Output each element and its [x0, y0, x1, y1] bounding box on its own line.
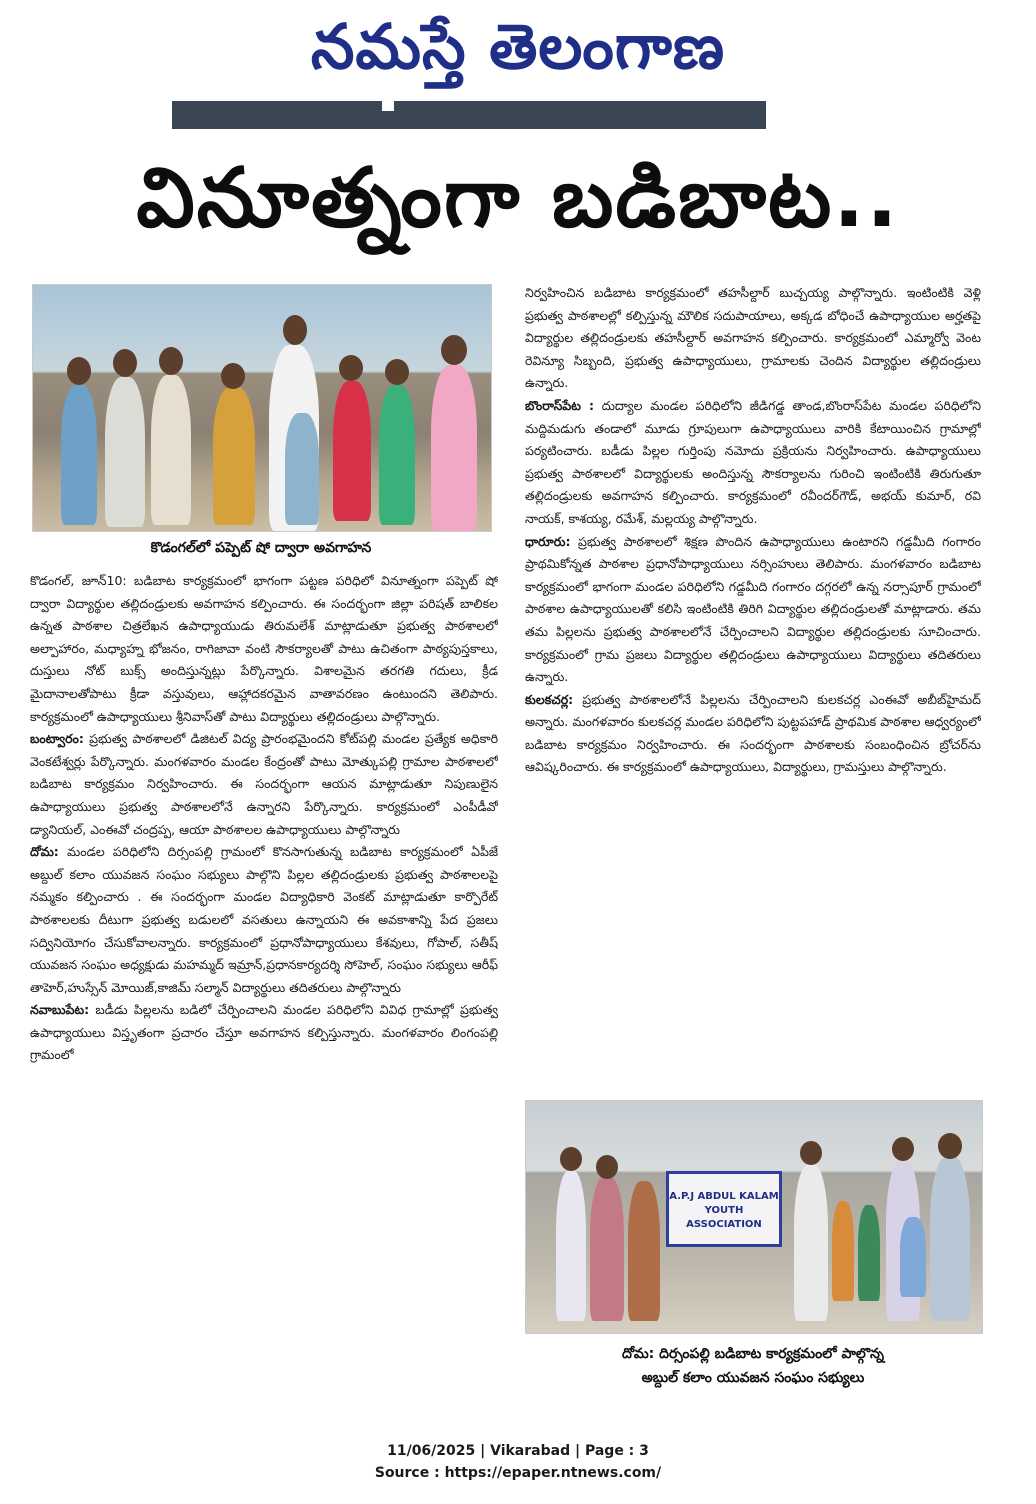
footer-date-edition: 11/06/2025 | Vikarabad | Page : 3: [387, 1443, 649, 1459]
dateline: బొంరాస్‌పేట :: [525, 397, 595, 413]
photo-caption-line: అబ్దుల్ కలాం యువజన సంఘం సభ్యులు: [641, 1370, 865, 1386]
photo-figure-head: [339, 355, 363, 381]
photo-figure: [333, 381, 371, 521]
paragraph-bomraspet: [525, 395, 981, 531]
photo-figure: [61, 385, 97, 525]
newspaper-logo: నమస్తే తెలంగాణ: [310, 10, 726, 83]
photo-figure-head: [113, 349, 137, 377]
paragraph-text: ప్రభుత్వ పాఠశాలలో శిక్షణ పొందిన ఉపాధ్యాయులు ఉంటారని గడ్డమీది గంగారం ప్రాథమికోన్నత పాఠశాల ప్రధానోపాధ్యాయులు నర్సింహులు తెలిపారు. మంగళవారం బడిబాట కార్యక్రమంలో భాగంగా మండల పరిధిలోని గడ్డమీది గంగారం దగ్గరలో ఉన్న నర్సాపూర్ గ్రామంలో పాఠశాల ఉపాధ్యాయులతో కలిసి ఇంటింటికి తిరిగి విద్యార్థుల తల్లిదండ్రులతో మాట్లాడారు. తమ తమ పిల్లలను ప్రభుత్వ పాఠశాలలోనే చేర్పించాలని విద్యార్థుల తల్లిదండ్రులకు సూచించారు. కార్యక్రమంలో గ్రామ ప్రజలు విద్యార్థుల తల్లిదండ్రులు ఉపాధ్యాయులు విద్యార్థులు తదితరులు ఉన్నారు.: [525, 533, 981, 685]
article-headline: వినూత్నంగా బడిబాట..: [136, 151, 900, 246]
photo-figure: [151, 375, 191, 525]
left-column: [30, 570, 498, 1400]
dateline: నవాబుపేట:: [30, 1002, 90, 1018]
photo-figure-head: [596, 1155, 618, 1179]
right-column: [525, 282, 981, 1088]
dateline: బంట్వారం:: [30, 731, 84, 747]
paragraph-kulkacharla: [525, 689, 981, 779]
photo-figure: [431, 365, 477, 531]
photo-figure: [213, 387, 255, 525]
photo-figure-head: [159, 347, 183, 375]
photo-figure: [379, 385, 415, 525]
photo-figure: [285, 413, 319, 525]
paragraph-text: దుద్యాల మండల పరిధిలోని జీడిగడ్డ తాండ,బొంరాస్‌పేట మండల పరిధిలోని మద్దిమడుగు తండాలో మూడు గ్రూపులుగా ఉపాధ్యాయులు వారికి కేటాయించిన గ్రామాల్లో పర్యటించారు. బడీడు పిల్లల గుర్తింపు నమోదు ప్రక్రియను నిర్వహించారు. ఉపాధ్యాయులు ప్రభుత్వ పాఠశాలలో విద్యార్థులకు అందిస్తున్న సౌకర్యాలను గురించి ఇంటింటికి తిరుగుతూ తల్లిదండ్రులకు అవగాహన కల్పించారు. కార్యక్రమంలో రవీందర్‌గౌడ్, అభయ్ కుమార్, రవి నాయక్, కాశయ్య, రమేశ్, మల్లయ్య పాల్గొన్నారు.: [525, 397, 981, 526]
paragraph-bantwaram: [30, 728, 498, 841]
photo-figure-head: [800, 1141, 822, 1165]
section-bar-mark: [382, 101, 394, 111]
paragraph-text: మండల పరిధిలోని దిర్సంపల్లి గ్రామంలో కొనసాగుతున్న బడిబాట కార్యక్రమంలో ఏపీజే అబ్దుల్ కలాం యువజన సంఘం సభ్యులు పాల్గొని పిల్లల తల్లిదండ్రులకు ప్రభుత్వ పాఠశాలలపై నమ్మకం కల్పించారు . ఈ సందర్భంగా మండల విద్యాధికారి వెంకట్ మాట్లాడుతూ కార్పొరేట్ పాఠశాలలకు దీటుగా ప్రభుత్వ బడులలో వసతులు ఉన్నాయని ఈ అవకాశాన్ని పేద ప్రజలు సద్వినియోగం చేసుకోవాలన్నారు. కార్యక్రమంలో ప్రధానోపాధ్యాయులు కేశవులు, గోపాల్, సతీష్ యువజన సంఘం అధ్యక్షుడు మహమ్మద్ ఇమ్రాన్,ప్రధానకార్యదర్శి సోహెల్, సంఘం సభ్యులు ఆరీఫ్ తాహెర్,హుస్సేన్ మోయిజ్,కాజిమ్ సల్మాన్ విద్యార్థులు తదితరులు పాల్గొన్నారు: [30, 844, 498, 995]
dateline: కులకచర్ల:: [525, 691, 574, 707]
photo-figure: [105, 377, 145, 527]
masthead: [0, 0, 1036, 100]
photo-caption: [525, 1342, 981, 1390]
paragraph-text: ప్రభుత్వ పాఠశాలలోనే పిల్లలను చేర్పించాలని కులకచర్ల ఎంఈవో అబీబ్‌హైమద్ అన్నారు. మంగళవారం కులకచర్ల మండల పరిధిలోని పుట్టపహాడ్ ప్రాథమిక పాఠశాల ఆధ్వర్యంలో బడిబాట కార్యక్రమం నిర్వహించారు. ఈ సందర్భంగా పాఠశాలకు సంబంధించిన బ్రోచర్‌ను ఆవిష్కరించారు. ఈ కార్యక్రమంలో ఉపాధ్యాయులు, విద్యార్థులు, గ్రామస్తులు పాల్గొన్నారు.: [525, 691, 981, 775]
photo-figure: [590, 1177, 624, 1321]
photo-figure-head: [938, 1133, 962, 1159]
paragraph-kodangal: కొడంగల్, జూన్10: బడిబాట కార్యక్రమంలో భాగంగా పట్టణ పరిధిలో వినూత్నంగా పప్పెట్ షో ద్వారా విద్యార్థుల తల్లిదండ్రులకు అవగాహన కల్పించారు. ఈ సందర్భంగా జిల్లా పరిషత్ బాలికల ఉన్నత పాఠశాల చిత్రలేఖన ఉపాధ్యాయుడు తిరుమలేశ్ మాట్లాడుతూ ప్రభుత్వ పాఠశాలలో అల్పాహారం, మధ్యాహ్న భోజనం, రాగిజావా వంటి సౌకర్యాలతో పాటు ఉచితంగా పాఠ్యపుస్తకాలు, దుస్తులు నోట్ బుక్స్ అందిస్తున్నట్లు పేర్కొన్నారు. విశాలమైన తరగతి గదులు, క్రీడ మైదానాలతోపాటు క్రీడా వస్తువులు, ఆహ్లాదకరమైన వాతావరణం ఉంటుందని తెలిపారు. కార్యక్రమంలో ఉపాధ్యాయులు శ్రీనివాస్‌తో పాటు విద్యార్థులు తల్లిదండ్రులు పాల్గొన్నారు.: [30, 573, 498, 724]
photo-figure: [930, 1157, 970, 1321]
paragraph-dharur: [525, 531, 981, 689]
photo-figure-head: [67, 357, 91, 385]
paragraph-nawabpet-cont: నిర్వహించిన బడిబాట కార్యక్రమంలో తహసీల్దార్ బుచ్చయ్య పాల్గొన్నారు. ఇంటింటికి వెళ్లి ప్రభుత్వ పాఠశాలల్లో కల్పిస్తున్న మౌలిక సదుపాయాలు, అక్కడ బోధించే ఉపాధ్యాయుల అర్హతపై విద్యార్థుల తల్లిదండ్రులకు తహసీల్దార్ అవగాహన కల్పించారు. కార్యక్రమంలో ఎమ్మార్వో వెంట రెవిన్యూ సిబ్బంది, ప్రభుత్వ ఉపాధ్యాయులు, గ్రామాలకు చెందిన విద్యార్థుల తల్లిదండ్రులు ఉన్నారు.: [525, 285, 981, 391]
photo-caption: కొడంగల్‌లో పప్పెట్ షో ద్వారా అవగాహన: [150, 540, 372, 556]
photo-figure-head: [221, 363, 245, 389]
photo-figure-head: [560, 1147, 582, 1171]
article-photo-kodangal: [32, 284, 492, 532]
article-photo-doma: [525, 1100, 983, 1334]
photo-figure: [794, 1165, 828, 1321]
photo-figure: [900, 1217, 926, 1297]
photo-figure: [858, 1205, 880, 1301]
photo-figure: [556, 1171, 586, 1321]
photo-caption-line: దోమ: దిర్సంపల్లి బడిబాట కార్యక్రమంలో పాల్గొన్న: [622, 1346, 884, 1362]
paragraph-doma: [30, 841, 498, 999]
paragraph-text: ప్రభుత్వ పాఠశాలలో డిజిటల్ విద్య ప్రారంభమైందని కోట్‌పల్లి మండల ప్రత్యేక అధికారి వెంకటేశ్వర్లు పేర్కొన్నారు. మంగళవారం మండల కేంద్రంతో పాటు మోత్కుపల్లి గ్రామాల పాఠశాలలో బడిబాట కార్యక్రమం నిర్వహించారు. ఈ సందర్భంగా ఆయన మాట్లాడుతూ నిపుణులైన ఉపాధ్యాయులు ప్రభుత్వ పాఠశాలలోనే ఉన్నారని పేర్కొన్నారు. కార్యక్రమంలో ఎంపీడీవో డ్యానియల్, ఎంఈవో చంద్రప్ప, ఆయా పాఠశాలల ఉపాధ్యాయులు పాల్గొన్నారు: [30, 731, 498, 837]
photo-figure-head: [283, 315, 307, 345]
photo-figure-head: [385, 359, 409, 385]
association-banner: A.P.J ABDUL KALAM YOUTH ASSOCIATION: [666, 1171, 782, 1247]
paragraph-nawabpet: [30, 999, 498, 1067]
photo-figure: [628, 1181, 660, 1321]
paragraph-text: బడీడు పిల్లలను బడిలో చేర్పించాలని మండల పరిధిలోని వివిధ గ్రామాల్లో ప్రభుత్వ ఉపాధ్యాయులు విస్తృతంగా ప్రచారం చేస్తూ అవగాహన కల్పిస్తున్నారు. మంగళవారం లింగంపల్లి గ్రామంలో: [30, 1002, 498, 1063]
dateline: ధారూరు:: [525, 533, 571, 549]
footer-source: Source : https://epaper.ntnews.com/: [374, 1465, 662, 1481]
photo-figure-head: [441, 335, 467, 365]
dateline: దోమ:: [30, 844, 59, 860]
photo-figure: [832, 1201, 854, 1301]
photo-figure-head: [892, 1137, 914, 1161]
section-bar: [172, 101, 766, 129]
